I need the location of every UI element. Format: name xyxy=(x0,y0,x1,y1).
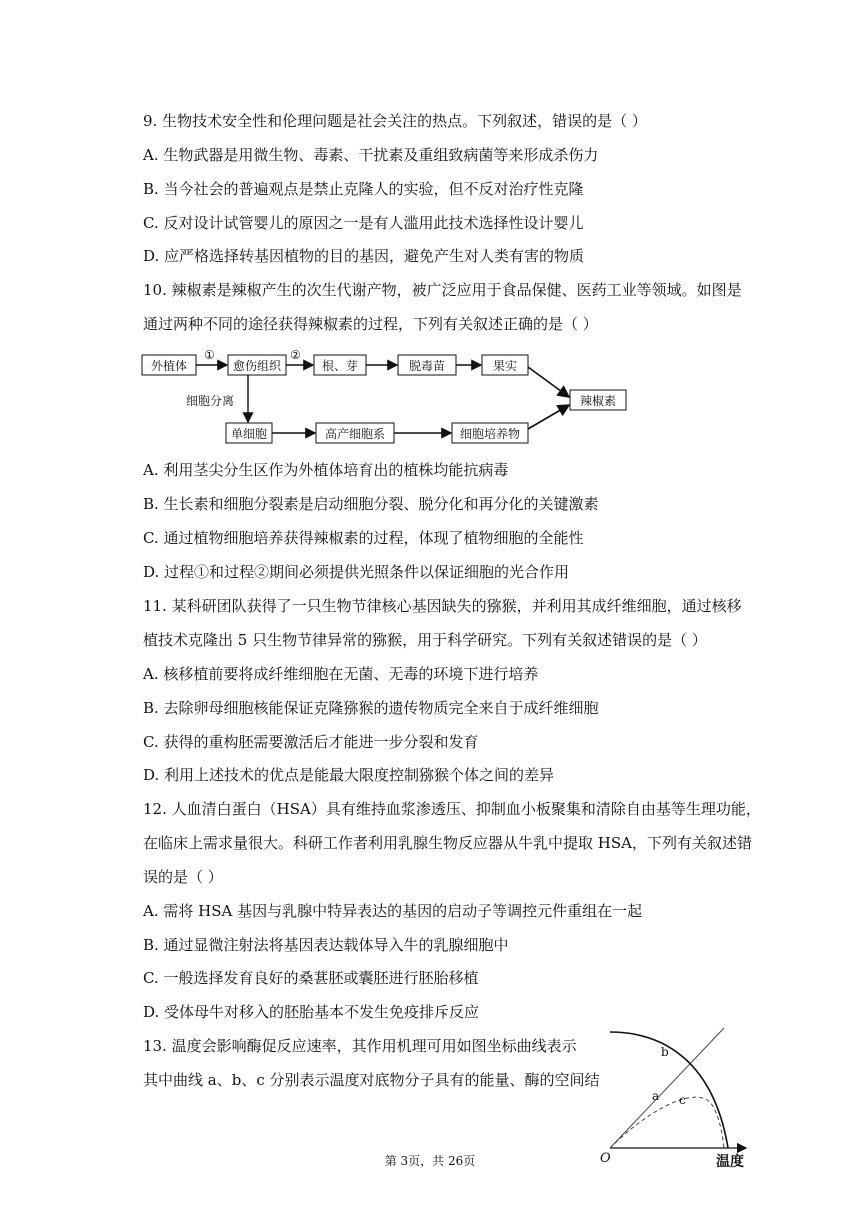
svg-text:单细胞: 单细胞 xyxy=(230,427,268,441)
node-culture xyxy=(452,423,528,443)
q12-option-b: B. 通过显微注射法将基因表达载体导入牛的乳腺细胞中 xyxy=(143,936,509,954)
node-high-yield xyxy=(316,423,394,443)
q13-stem-line2: 其中曲线 a、b、c 分别表示温度对底物分子具有的能量、酶的空间结 xyxy=(143,1071,600,1089)
q13-stem-line1: 13. 温度会影响酶促反应速率，其作用机理可用如图坐标曲线表示 xyxy=(143,1037,577,1055)
q10-option-b: B. 生长素和细胞分裂素是启动细胞分裂、脱分化和再分化的关键激素 xyxy=(143,495,599,513)
q9-option-c: C. 反对设计试管婴儿的原因之一是有人滥用此技术选择性设计婴儿 xyxy=(143,214,584,232)
svg-text:辣椒素: 辣椒素 xyxy=(579,394,617,408)
q11-option-c: C. 获得的重构胚需要激活后才能进一步分裂和发育 xyxy=(143,733,479,751)
node-virus-free xyxy=(398,355,456,375)
q11-option-a: A. 核移植前要将成纤维细胞在无菌、无毒的环境下进行培养 xyxy=(143,665,539,683)
svg-text:细胞培养物: 细胞培养物 xyxy=(459,427,521,441)
node-single-cell xyxy=(226,423,272,443)
q9-option-d: D. 应严格选择转基因植物的目的基因，避免产生对人类有害的物质 xyxy=(143,247,585,265)
arrow-culture-capsaicin xyxy=(528,405,569,429)
svg-text:愈伤组织: 愈伤组织 xyxy=(232,359,282,373)
q10-flowchart xyxy=(140,347,640,447)
svg-text:根、芽: 根、芽 xyxy=(321,359,359,373)
svg-text:高产细胞系: 高产细胞系 xyxy=(324,427,386,441)
arrow-fruit-capsaicin xyxy=(528,367,569,397)
svg-text:外植体: 外植体 xyxy=(150,359,188,373)
page-footer: 第 3页，共 26页 xyxy=(384,1154,476,1168)
step2-label: ② xyxy=(290,348,301,362)
q12-stem-line3: 误的是（ ） xyxy=(143,868,223,886)
q11-option-d: D. 利用上述技术的优点是能最大限度控制猕猴个体之间的差异 xyxy=(143,766,555,784)
separation-label: 细胞分离 xyxy=(186,394,235,408)
q12-stem-line2: 在临床上需求量很大。科研工作者利用乳腺生物反应器从牛乳中提取 HSA，下列有关叙述错 xyxy=(143,834,752,852)
q12-option-a: A. 需将 HSA 基因与乳腺中特异表达的基因的启动子等调控元件重组在一起 xyxy=(143,902,643,920)
curve-b xyxy=(610,1032,728,1148)
q12-option-d: D. 受体母牛对移入的胚胎基本不发生免疫排斥反应 xyxy=(143,1003,480,1021)
q10-stem-line2: 通过两种不同的途径获得辣椒素的过程，下列有关叙述正确的是（ ） xyxy=(143,315,598,333)
node-callus xyxy=(228,355,286,375)
q10-stem-line1: 10. 辣椒素是辣椒产生的次生代谢产物，被广泛应用于食品保健、医药工业等领域。如图是 xyxy=(143,281,742,299)
q11-option-b: B. 去除卵母细胞核能保证克隆猕猴的遗传物质完全来自于成纤维细胞 xyxy=(143,699,599,717)
q9-stem: 9. 生物技术安全性和伦理问题是社会关注的热点。下列叙述，错误的是（ ） xyxy=(143,112,647,130)
origin-label: O xyxy=(600,1151,611,1166)
step1-label: ① xyxy=(204,348,215,362)
node-explant xyxy=(142,355,196,375)
q10-option-c: C. 通过植物细胞培养获得辣椒素的过程，体现了植物细胞的全能性 xyxy=(143,529,584,547)
node-root-bud xyxy=(314,355,366,375)
x-axis-label: 温度 xyxy=(716,1154,744,1170)
node-fruit xyxy=(482,355,528,375)
q11-stem-line2: 植技术克隆出 5 只生物节律异常的猕猴，用于科学研究。下列有关叙述错误的是（ ） xyxy=(143,631,707,649)
curve-b-label: b xyxy=(661,1045,669,1059)
q12-stem-line1: 12. 人血清白蛋白（HSA）具有维持血浆渗透压、抑制血小板聚集和清除自由基等生理功能， xyxy=(143,800,761,818)
svg-text:脱毒苗: 脱毒苗 xyxy=(408,359,446,373)
q9-option-a: A. 生物武器是用微生物、毒素、干扰素及重组致病菌等来形成杀伤力 xyxy=(143,146,599,164)
q9-option-b: B. 当今社会的普遍观点是禁止克隆人的实验，但不反对治疗性克隆 xyxy=(143,180,584,198)
curve-c xyxy=(610,1097,724,1148)
q10-option-a: A. 利用茎尖分生区作为外植体培育出的植株均能抗病毒 xyxy=(143,461,509,479)
q11-stem-line1: 11. 某科研团队获得了一只生物节律核心基因缺失的猕猴，并利用其成纤维细胞，通过核移 xyxy=(143,597,742,615)
curve-c-label: c xyxy=(679,1093,686,1107)
svg-text:果实: 果实 xyxy=(492,359,518,373)
q12-option-c: C. 一般选择发育良好的桑葚胚或囊胚进行胚胎移植 xyxy=(143,969,479,987)
node-capsaicin xyxy=(570,390,626,410)
q10-option-d: D. 过程①和过程②期间必须提供光照条件以保证细胞的光合作用 xyxy=(143,563,570,581)
curve-a-label: a xyxy=(652,1089,660,1103)
